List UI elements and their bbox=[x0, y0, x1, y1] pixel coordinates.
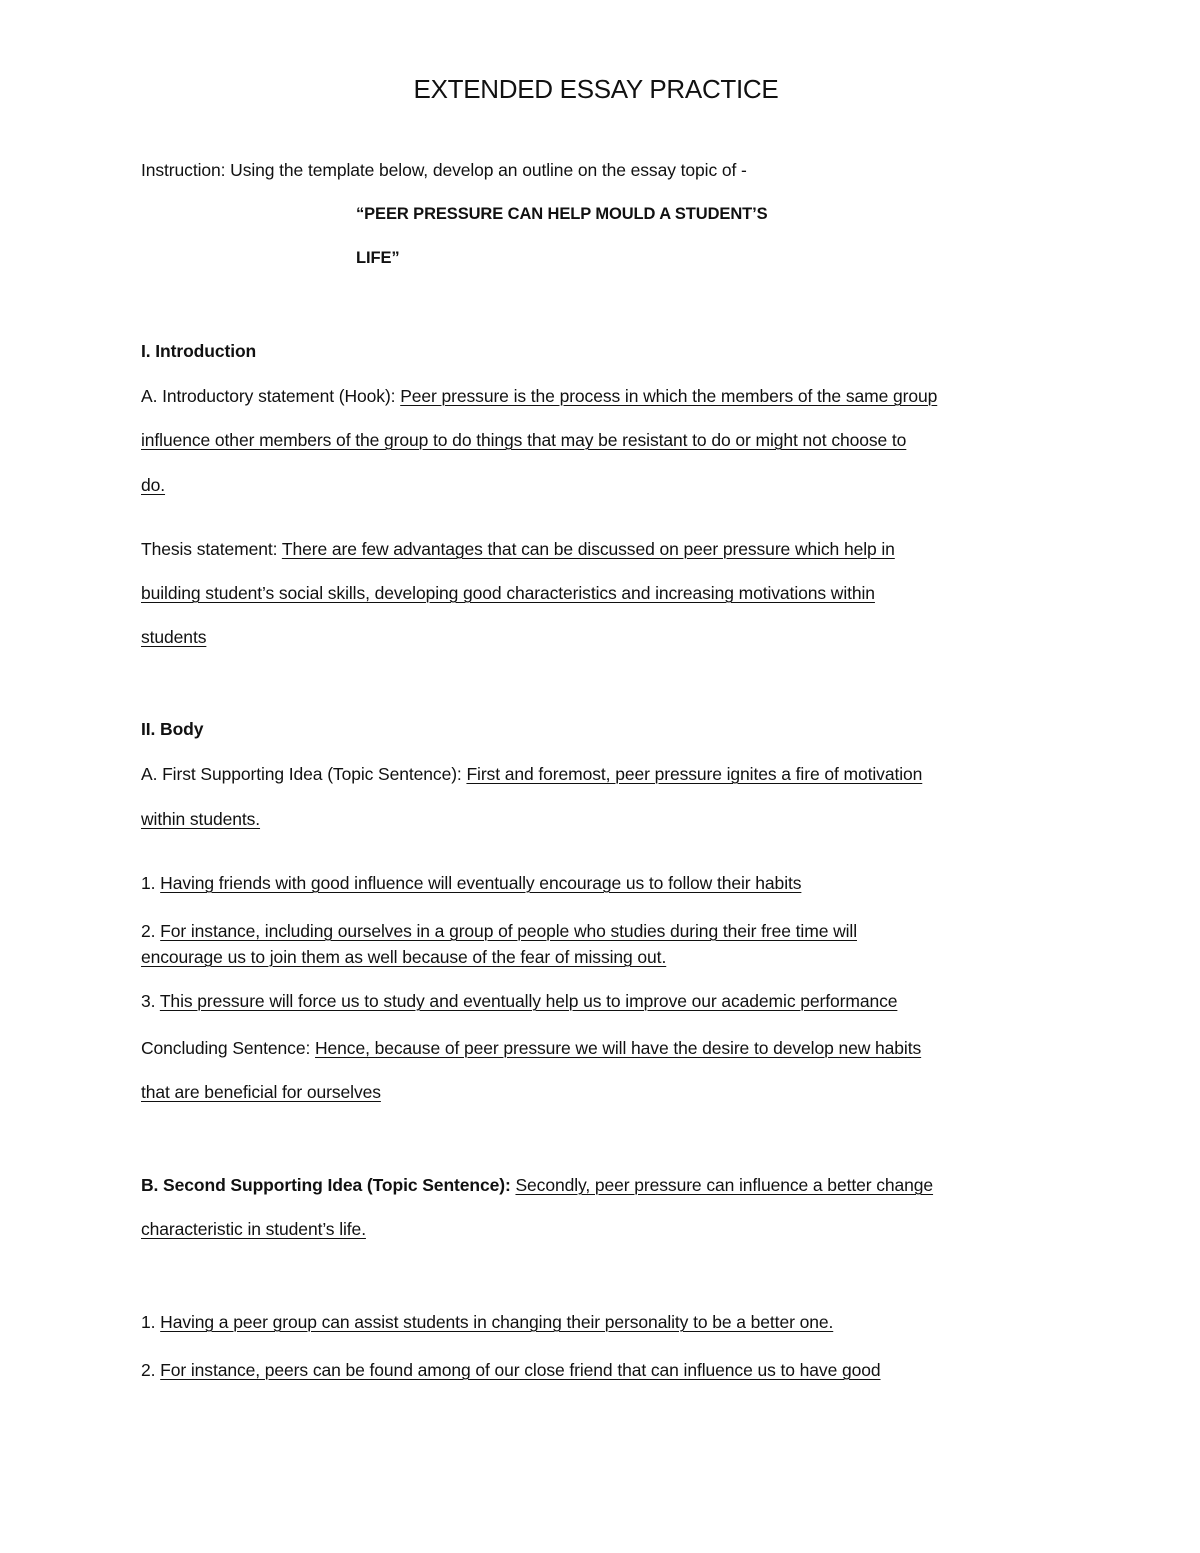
first-idea-point-2 bbox=[141, 920, 857, 942]
second-idea-line-1 bbox=[141, 1174, 933, 1196]
concluding-line-1 bbox=[141, 1037, 921, 1059]
introduction-heading: I. Introduction bbox=[141, 341, 257, 361]
hook-line-3: do. bbox=[141, 475, 166, 495]
first-idea-line-1 bbox=[141, 763, 922, 785]
first-idea-point-2-cont: encourage us to join them as well because of the fear of missing out. bbox=[141, 947, 667, 967]
essay-topic-line-1: “PEER PRESSURE CAN HELP MOULD A STUDENT’S bbox=[356, 205, 768, 223]
document-title: EXTENDED ESSAY PRACTICE bbox=[413, 74, 779, 104]
hook-label: A. Introductory statement (Hook): bbox=[141, 386, 401, 406]
point-text: This pressure will force us to study and eventually help us to improve our academic performance bbox=[159, 991, 898, 1011]
second-idea-point-2 bbox=[141, 1359, 881, 1381]
second-idea-label: B. Second Supporting Idea (Topic Sentence): bbox=[141, 1175, 516, 1195]
point-text: For instance, peers can be found among of our close friend that can influence us to have good bbox=[160, 1360, 881, 1380]
point-number: 1. bbox=[141, 1312, 161, 1332]
concluding-line-2: that are beneficial for ourselves bbox=[141, 1082, 381, 1102]
point-text: Having friends with good influence will eventually encourage us to follow their habits bbox=[160, 873, 802, 893]
hook-text: Peer pressure is the process in which the members of the same group bbox=[400, 386, 938, 406]
first-idea-point-1 bbox=[141, 872, 801, 894]
first-idea-line-2: within students. bbox=[141, 809, 261, 829]
second-idea-text: Secondly, peer pressure can influence a better change bbox=[515, 1175, 934, 1195]
essay-topic-line-2: LIFE” bbox=[356, 249, 400, 267]
concluding-label: Concluding Sentence: bbox=[141, 1038, 315, 1058]
first-idea-point-3 bbox=[141, 990, 897, 1012]
thesis-line-3: students bbox=[141, 627, 207, 647]
first-idea-label: A. First Supporting Idea (Topic Sentence): bbox=[141, 764, 467, 784]
second-idea-line-2: characteristic in student’s life. bbox=[141, 1219, 366, 1239]
point-number: 3. bbox=[141, 991, 160, 1011]
thesis-label: Thesis statement: bbox=[141, 539, 282, 559]
hook-line-1 bbox=[141, 385, 937, 407]
first-idea-text: First and foremost, peer pressure ignites a fire of motivation bbox=[466, 764, 923, 784]
point-number: 2. bbox=[141, 1360, 161, 1380]
point-number: 1. bbox=[141, 873, 161, 893]
point-text: Having a peer group can assist students in changing their personality to be a better one. bbox=[160, 1312, 834, 1332]
thesis-line-2: building student’s social skills, developing good characteristics and increasing motivations within bbox=[141, 583, 875, 603]
thesis-text: There are few advantages that can be discussed on peer pressure which help in bbox=[281, 539, 895, 559]
point-number: 2. bbox=[141, 921, 161, 941]
hook-line-2: influence other members of the group to do things that may be resistant to do or might not choose to bbox=[141, 430, 907, 450]
point-text: For instance, including ourselves in a group of people who studies during their free time will bbox=[160, 921, 857, 941]
thesis-line-1 bbox=[141, 538, 895, 560]
body-heading: II. Body bbox=[141, 719, 204, 739]
concluding-text: Hence, because of peer pressure we will have the desire to develop new habits bbox=[315, 1038, 922, 1058]
second-idea-point-1 bbox=[141, 1311, 833, 1333]
instruction-text: Instruction: Using the template below, develop an outline on the essay topic of - bbox=[141, 160, 747, 180]
